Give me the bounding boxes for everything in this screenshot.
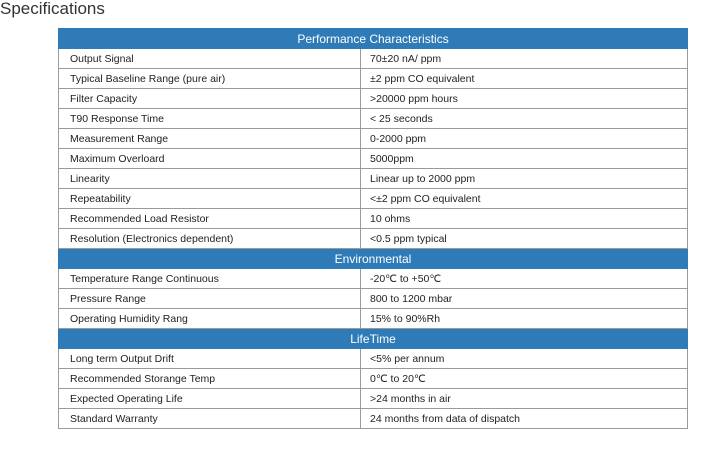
spec-value: 0℃ to 20℃ <box>361 369 688 389</box>
table-row <box>59 69 688 89</box>
spec-value: Linear up to 2000 ppm <box>361 169 688 189</box>
spec-label: Operating Humidity Rang <box>59 309 361 329</box>
section-title: Environmental <box>59 249 688 269</box>
spec-value: <±2 ppm CO equivalent <box>361 189 688 209</box>
spec-label: Standard Warranty <box>59 409 361 429</box>
spec-value: <0.5 ppm typical <box>361 229 688 249</box>
table-row <box>59 369 688 389</box>
spec-label: Output Signal <box>59 49 361 69</box>
spec-label: Expected Operating Life <box>59 389 361 409</box>
spec-value: >20000 ppm hours <box>361 89 688 109</box>
section-title: Performance Characteristics <box>59 29 688 49</box>
table-row <box>59 49 688 69</box>
spec-value: 10 ohms <box>361 209 688 229</box>
spec-label: Recommended Load Resistor <box>59 209 361 229</box>
spec-label: Resolution (Electronics dependent) <box>59 229 361 249</box>
spec-value: 800 to 1200 mbar <box>361 289 688 309</box>
spec-label: Filter Capacity <box>59 89 361 109</box>
section-title: LifeTime <box>59 329 688 349</box>
spec-value: 70±20 nA/ ppm <box>361 49 688 69</box>
spec-value: >24 months in air <box>361 389 688 409</box>
table-row <box>59 309 688 329</box>
spec-label: Long term Output Drift <box>59 349 361 369</box>
spec-value: 24 months from data of dispatch <box>361 409 688 429</box>
table-row <box>59 89 688 109</box>
table-row <box>59 189 688 209</box>
spec-label: T90 Response Time <box>59 109 361 129</box>
spec-value: 5000ppm <box>361 149 688 169</box>
spec-label: Recommended Storange Temp <box>59 369 361 389</box>
spec-label: Measurement Range <box>59 129 361 149</box>
spec-label: Maximum Overloard <box>59 149 361 169</box>
table-row <box>59 289 688 309</box>
table-row <box>59 209 688 229</box>
spec-label: Pressure Range <box>59 289 361 309</box>
spec-value: 15% to 90%Rh <box>361 309 688 329</box>
table-row <box>59 109 688 129</box>
section-header-environmental <box>59 249 688 269</box>
specifications-table <box>58 28 688 429</box>
table-row <box>59 269 688 289</box>
spec-value: < 25 seconds <box>361 109 688 129</box>
spec-value: <5% per annum <box>361 349 688 369</box>
page-title: Specifications <box>0 0 105 18</box>
table-row <box>59 149 688 169</box>
table-row <box>59 409 688 429</box>
spec-label: Repeatability <box>59 189 361 209</box>
section-header-lifetime <box>59 329 688 349</box>
section-header-performance <box>59 29 688 49</box>
spec-label: Temperature Range Continuous <box>59 269 361 289</box>
spec-value: ±2 ppm CO equivalent <box>361 69 688 89</box>
spec-label: Linearity <box>59 169 361 189</box>
table-row <box>59 229 688 249</box>
spec-value: -20℃ to +50℃ <box>361 269 688 289</box>
table-row <box>59 349 688 369</box>
table-row <box>59 169 688 189</box>
spec-value: 0-2000 ppm <box>361 129 688 149</box>
table-row <box>59 389 688 409</box>
spec-label: Typical Baseline Range (pure air) <box>59 69 361 89</box>
table-row <box>59 129 688 149</box>
